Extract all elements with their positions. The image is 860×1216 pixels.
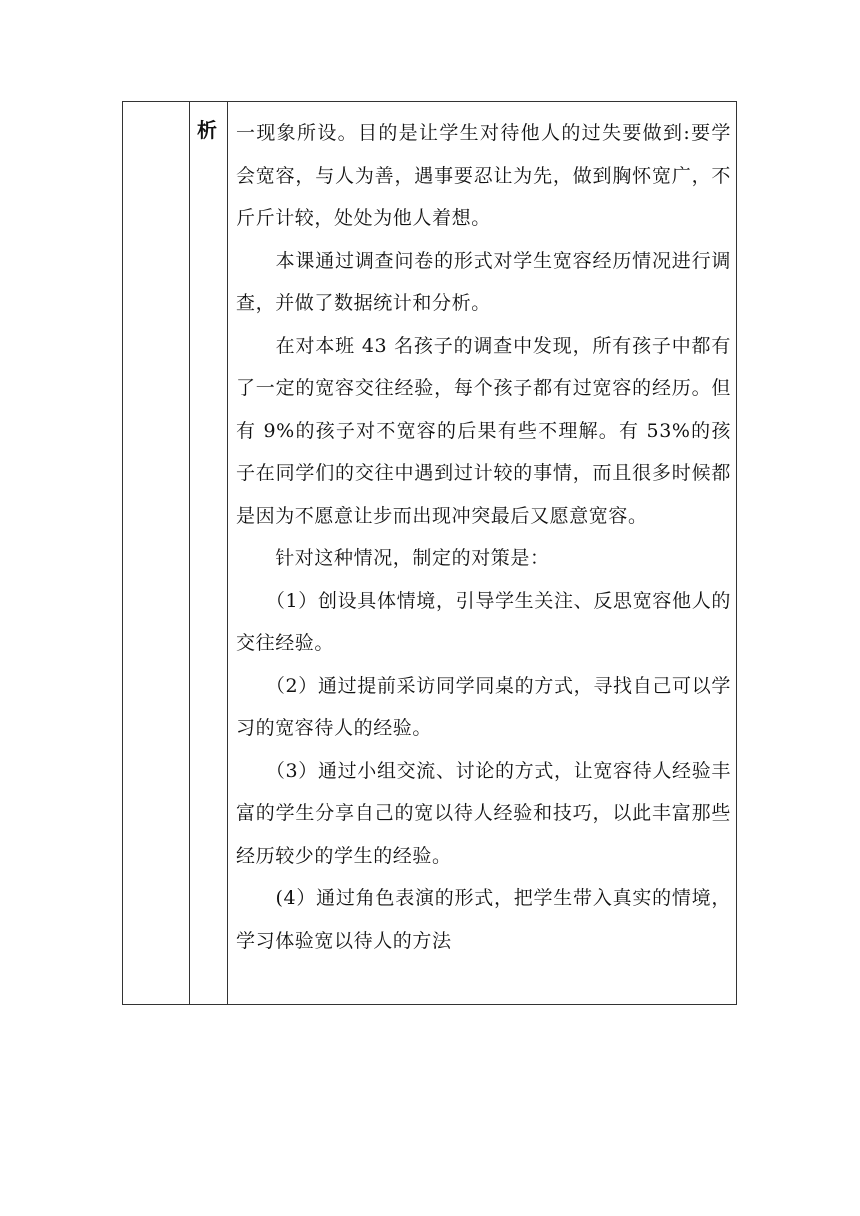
- paragraph: (4）通过角色表演的形式，把学生带入真实的情境，学习体验宽以待人的方法: [236, 887, 731, 952]
- column-divider: [227, 102, 228, 1004]
- content-cell: [236, 112, 731, 962]
- column-divider: [189, 102, 190, 1004]
- paragraph: 一现象所设。目的是让学生对待他人的过失要做到:要学会宽容，与人为善，遇事要忍让为先，做到胸怀宽广，不斤斤计较，处处为他人着想。: [236, 122, 731, 229]
- paragraph: 本课通过调查问卷的形式对学生宽容经历情况进行调查，并做了数据统计和分析。: [236, 249, 731, 314]
- paragraph: 在对本班 43 名孩子的调查中发现，所有孩子中都有了一定的宽容交往经验，每个孩子都有过宽容的经历。但有 9%的孩子对不宽容的后果有些不理解。有 53%的孩子在同学们的交往中遇到过计较的事情，而且很多时候都是因为不愿意让步而出现冲突最后又愿意宽容。: [236, 334, 731, 527]
- paragraph: （3）通过小组交流、讨论的方式，让宽容待人经验丰富的学生分享自己的宽以待人经验和技巧，以此丰富那些经历较少的学生的经验。: [236, 759, 731, 867]
- paragraph: （1）创设具体情境，引导学生关注、反思宽容他人的交往经验。: [236, 589, 731, 654]
- paragraph: （2）通过提前采访同学同桌的方式，寻找自己可以学习的宽容待人的经验。: [236, 674, 731, 739]
- section-label: 析: [197, 118, 217, 142]
- paragraph: 针对这种情况，制定的对策是：: [236, 547, 550, 569]
- document-table: [122, 101, 737, 1005]
